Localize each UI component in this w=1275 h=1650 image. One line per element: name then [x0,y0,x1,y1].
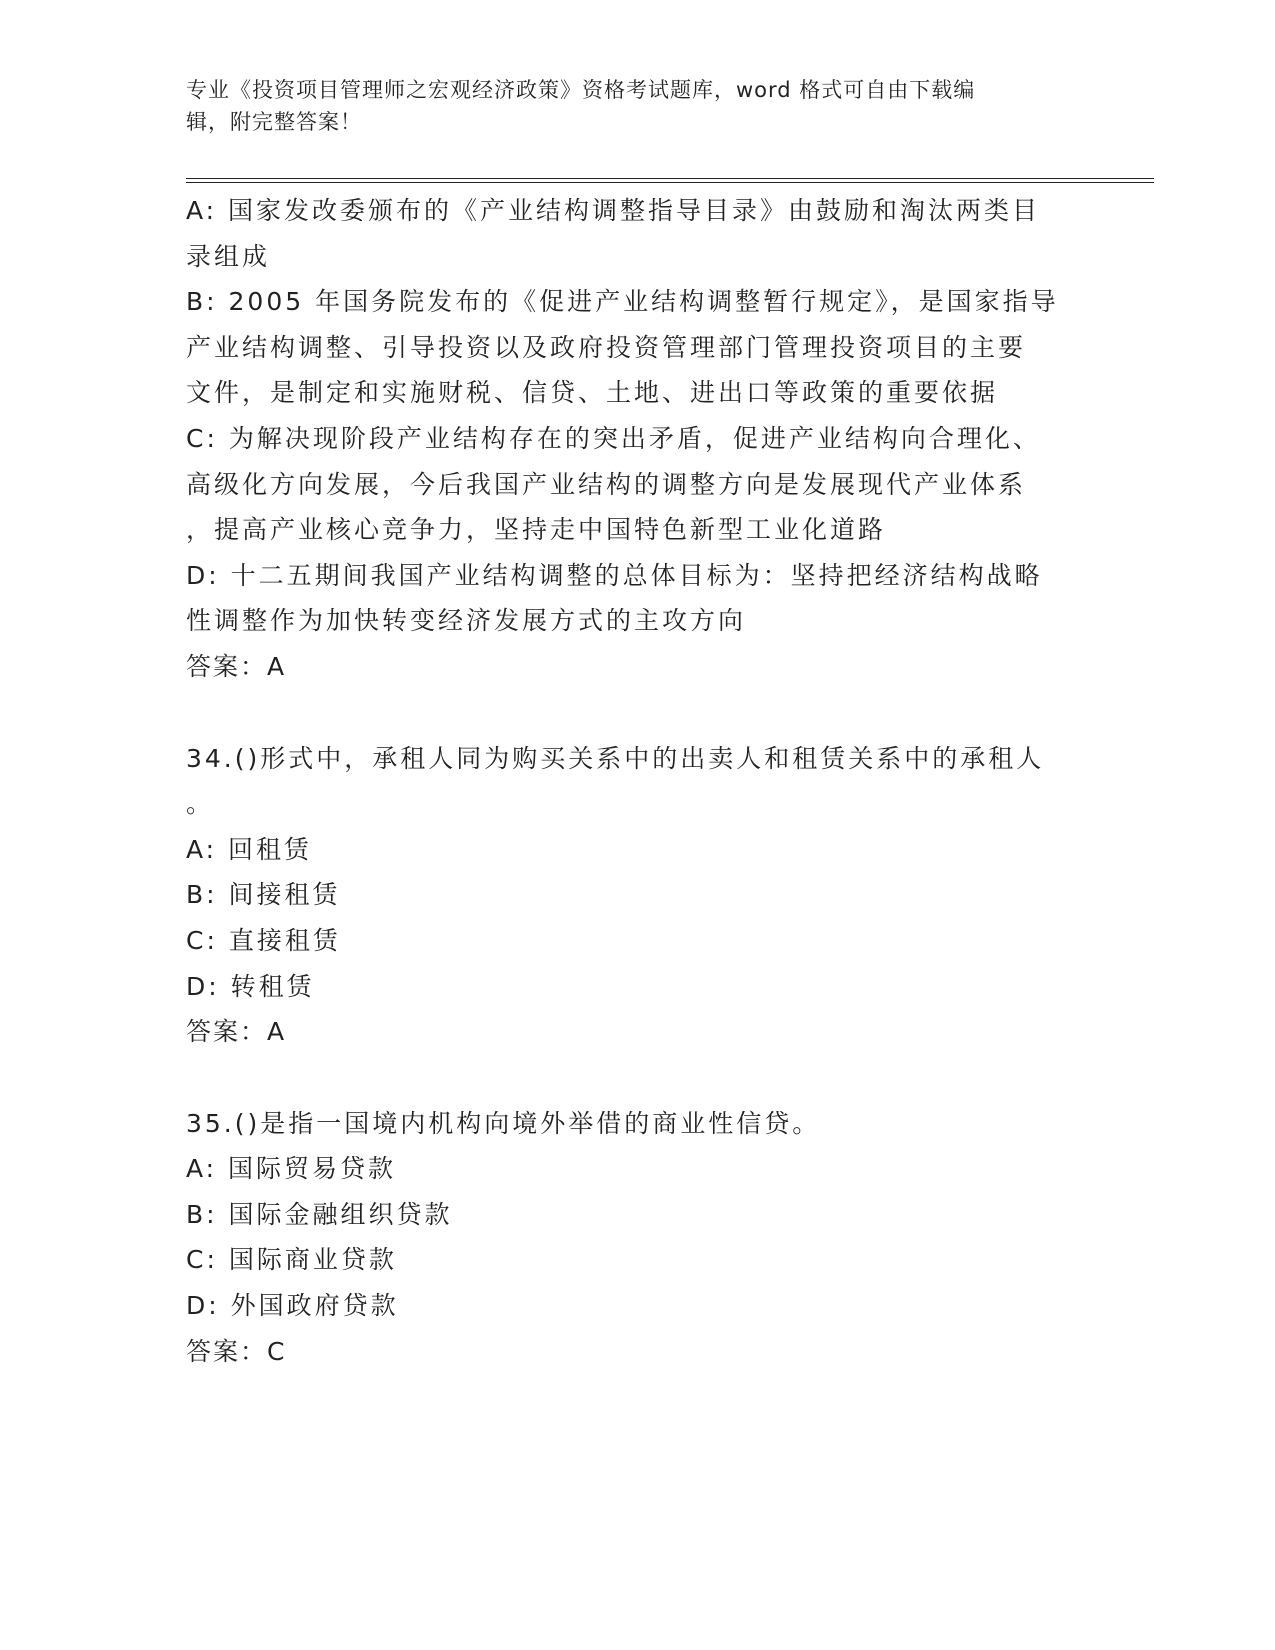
option-c [186,416,1086,553]
header-line-1: 专业《投资项目管理师之宏观经济政策》资格考试题库，word 格式可自由下载编 [186,78,976,102]
option-d [186,553,1086,644]
question-33 [186,188,1086,690]
spacer [186,690,1086,736]
stem-line: 34.()形式中，承租人同为购买关系中的出卖人和租赁关系中的承租人 [186,743,1045,773]
option-line: 性调整作为加快转变经济发展方式的主攻方向 [186,606,747,636]
option-c: C: 直接租赁 [186,925,341,955]
option-a: A: 回租赁 [186,834,313,864]
question-35 [186,1101,1086,1375]
option-line: A: 国家发改委颁布的《产业结构调整指导目录》由鼓励和淘汰两类目 [186,196,1041,225]
option-c: C: 国际商业贷款 [186,1245,397,1275]
option-line: 录组成 [186,241,271,271]
header-divider-top [186,178,1154,179]
header-line-2: 辑，附完整答案！ [186,110,362,134]
answer: 答案：A [186,651,287,681]
option-d: D: 转租赁 [186,971,315,1001]
option-line: D: 十二五期间我国产业结构调整的总体目标为：坚持把经济结构战略 [186,560,1043,590]
question-stem: 35.()是指一国境内机构向境外举借的商业性信贷。 [186,1108,821,1138]
document-header [186,74,1066,138]
question-34 [186,736,1086,1055]
option-b: B: 间接租赁 [186,880,341,910]
option-line: 文件，是制定和实施财税、信贷、土地、进出口等政策的重要依据 [186,378,999,408]
document-body [186,188,1086,1374]
option-b: B: 国际金融组织贷款 [186,1199,453,1229]
stem-line: 。 [186,789,215,819]
option-a [186,188,1086,279]
option-line: C: 为解决现阶段产业结构存在的突出矛盾，促进产业结构向合理化、 [186,423,1041,453]
answer: 答案：A [186,1017,287,1047]
option-a: A: 国际贸易贷款 [186,1154,397,1184]
question-stem [186,736,1086,827]
option-line: ，提高产业核心竞争力，坚持走中国特色新型工业化道路 [186,515,887,545]
option-line: 高级化方向发展，今后我国产业结构的调整方向是发展现代产业体系 [186,469,1027,499]
spacer [186,1055,1086,1101]
option-line: 产业结构调整、引导投资以及政府投资管理部门管理投资项目的主要 [186,332,1027,362]
option-b [186,279,1086,416]
option-line: B: 2005 年国务院发布的《促进产业结构调整暂行规定》，是国家指导 [186,287,1059,317]
header-divider-bottom [186,182,1154,183]
answer: 答案：C [186,1336,287,1366]
option-d: D: 外国政府贷款 [186,1291,399,1321]
